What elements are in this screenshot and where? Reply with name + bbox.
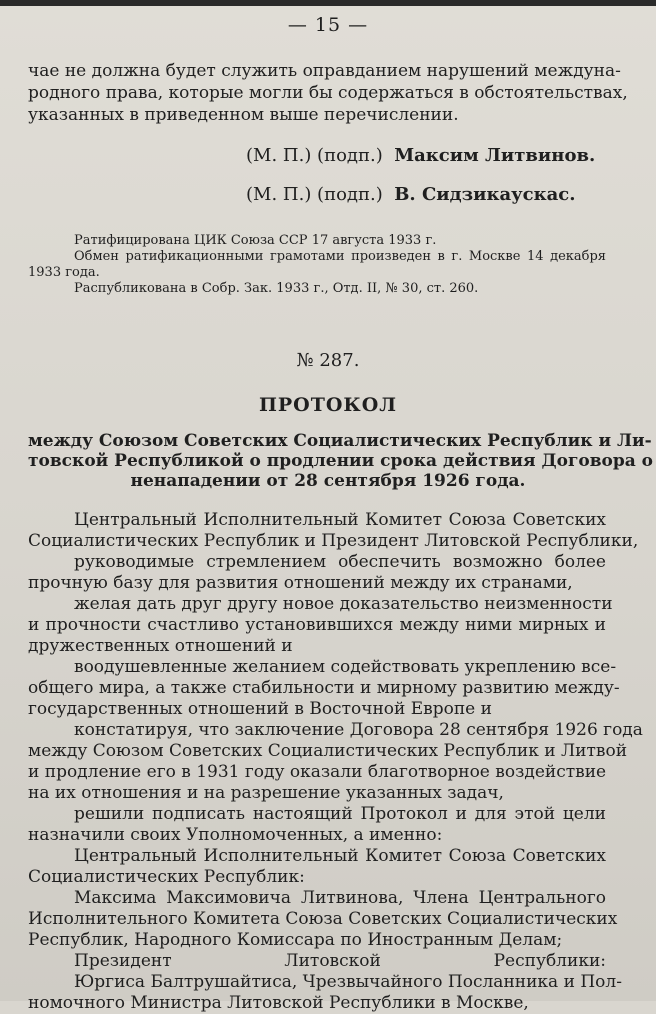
text-line: Максима Максимовича Литвинова, Члена Центрального <box>74 888 606 908</box>
text-line: Центральный Исполнительный Комитет Союза Советских <box>74 846 606 866</box>
text-line: назначили своих Уполномоченных, а именно: <box>28 825 443 845</box>
document-number: № 287. <box>296 350 360 371</box>
text-line: воодушевленные желанием содействовать укреплению все- <box>74 657 617 677</box>
text-line: констатируя, что заключение Договора 28 сентября 1926 года <box>74 720 643 740</box>
text-line: желая дать друг другу новое доказательство неизменности <box>74 594 613 614</box>
document-heading-line: товской Республикой о продлении срока действия Договора о <box>28 451 654 471</box>
note-publication: Распубликована в Собр. Зак. 1933 г., Отд. II, № 30, ст. 260. <box>74 281 479 296</box>
text-line: на их отношения и на разрешение указанных задач, <box>28 783 504 803</box>
text-line: Республик, Народного Комиссара по Иностранным Делам; <box>28 930 563 950</box>
note-ratification: Ратифицирована ЦИК Союза ССР 17 августа 1933 г. <box>74 233 437 248</box>
text-line: решили подписать настоящий Протокол и для этой цели <box>74 804 606 824</box>
page-number: — 15 — <box>287 14 369 36</box>
text-line: общего мира, а также стабильности и мирному развитию между- <box>28 678 620 698</box>
text-line: и прочности счастливо установившихся между ними мирных и <box>28 615 606 635</box>
text-line: руководимые стремлением обеспечить возможно более <box>74 552 606 572</box>
document-heading-line: между Союзом Советских Социалистических Республик и Ли- <box>28 431 652 451</box>
document-title: ПРОТОКОЛ <box>258 394 398 416</box>
text-line: указанных в приведенном выше перечислении. <box>28 105 459 125</box>
note-exchange-year: 1933 года. <box>28 265 100 280</box>
note-exchange: Обмен ратификационными грамотами произведен в г. Москве 14 декабря <box>74 249 606 264</box>
signature-sidzikauskas: (М. П.) (подп.) В. Сидзикаускас. <box>246 184 576 205</box>
scan-edge <box>0 0 656 6</box>
text-line: Социалистических Республик и Президент Литовской Республики, <box>28 531 639 551</box>
text-line: государственных отношений в Восточной Европе и <box>28 699 492 719</box>
text-line: между Союзом Советских Социалистических Республик и Литвой <box>28 741 628 761</box>
text-line: прочную базу для развития отношений между их странами, <box>28 573 573 593</box>
text-line: чае не должна будет служить оправданием нарушений междуна- <box>28 61 621 81</box>
text-line: Юргиса Балтрушайтиса, Чрезвычайного Посланника и Пол- <box>74 972 622 992</box>
text-line: родного права, которые могли бы содержаться в обстоятельствах, <box>28 83 628 103</box>
text-line: и продление его в 1931 году оказали благотворное воздействие <box>28 762 607 782</box>
document-heading-line: ненападении от 28 сентября 1926 года. <box>130 471 526 491</box>
text-line: Исполнительного Комитета Союза Советских Социалистических <box>28 909 618 929</box>
signature-litvinov: (М. П.) (подп.) Максим Литвинов. <box>246 145 596 166</box>
text-line: Центральный Исполнительный Комитет Союза Советских <box>74 510 606 530</box>
text-line: дружественных отношений и <box>28 636 293 656</box>
text-line: Социалистических Республик: <box>28 867 305 887</box>
text-line: Президент Литовской Республики: <box>74 951 606 971</box>
text-line: номочного Министра Литовской Республики в Москве, <box>28 993 529 1013</box>
